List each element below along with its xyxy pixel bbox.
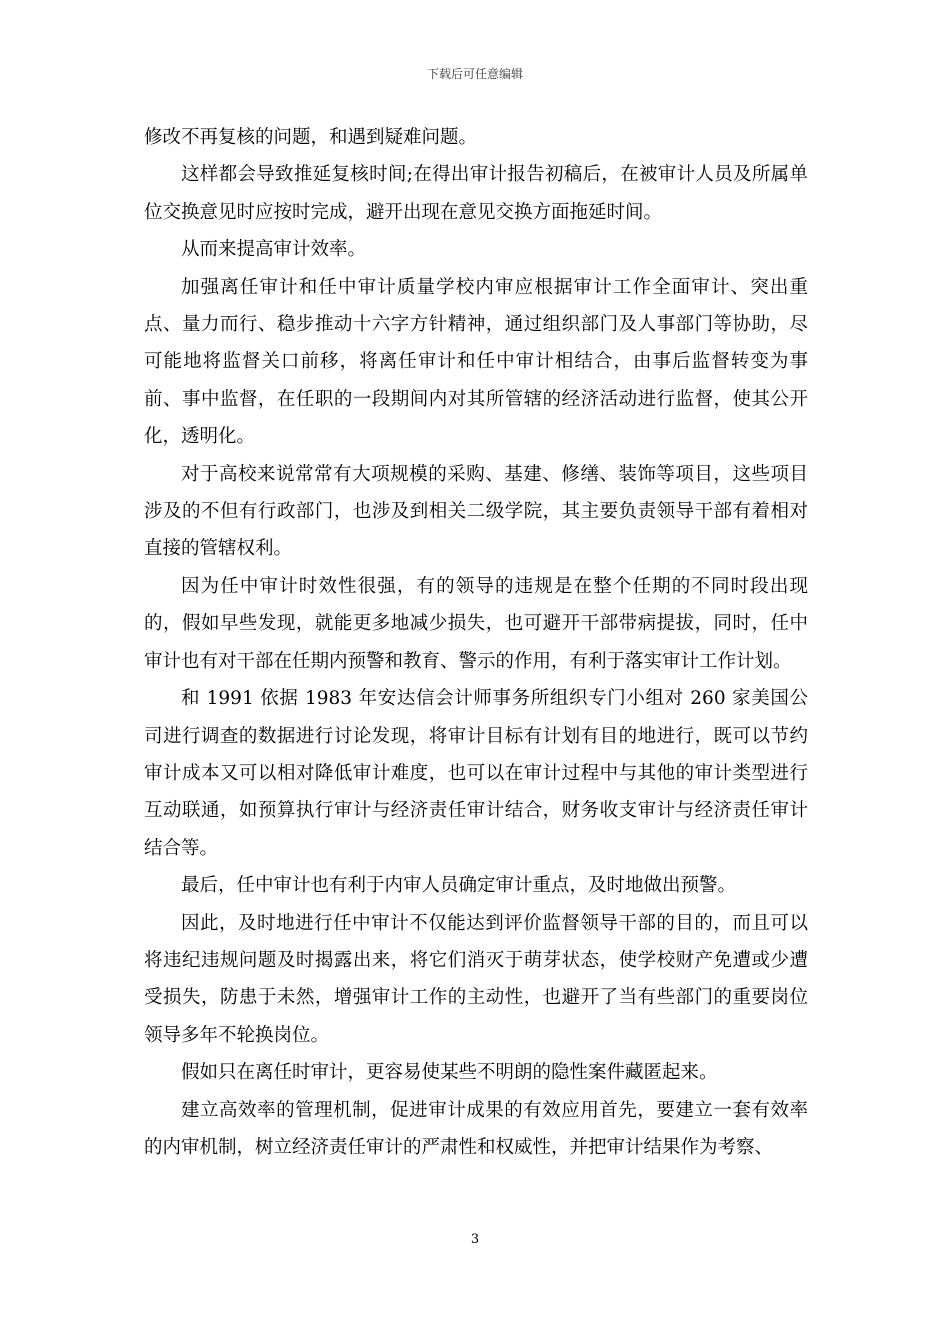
paragraph: 最后，任中审计也有利于内审人员确定审计重点，及时地做出预警。: [181, 875, 737, 897]
paragraph: 从而来提高审计效率。: [181, 239, 367, 261]
paragraph: 和 1991 依据 1983 年安达信会计师事务所组织专门小组对 260 家美国公司进行调查的数据进行讨论发现，将审计目标有计划有目的地进行，既可以节约审计成本又可以相对降低审计难度，也可以在审计过程中与其他的审计类型进行互动联通，如预算执行审计与经济责任审计结合，财务收支审计与经济责任审计结合等。: [144, 688, 808, 859]
page-header-note: 下载后可任意编辑: [426, 67, 523, 81]
page-number: 3: [470, 1232, 480, 1247]
paragraph: 因为任中审计时效性很强，有的领导的违规是在整个任期的不同时段出现的，假如早些发现，就能更多地减少损失，也可避开干部带病提拔，同时，任中审计也有对干部在任期内预警和教育、警示的作用，有利于落实审计工作计划。: [144, 575, 808, 672]
paragraph: 这样都会导致推延复核时间;在得出审计报告初稿后，在被审计人员及所属单位交换意见时应按时完成，避开出现在意见交换方面拖延时间。: [144, 164, 808, 223]
paragraph: 对于高校来说常常有大项规模的采购、基建、修缮、装饰等项目，这些项目涉及的不但有行政部门，也涉及到相关二级学院，其主要负责领导干部有着相对直接的管辖权利。: [144, 463, 808, 560]
paragraph: 加强离任审计和任中审计质量学校内审应根据审计工作全面审计、突出重点、量力而行、稳步推动十六字方针精神，通过组织部门及人事部门等协助，尽可能地将监督关口前移，将离任审计和任中审计相结合，由事后监督转变为事前、事中监督，在任职的一段期间内对其所管辖的经济活动进行监督，使其公开化，透明化。: [144, 276, 808, 448]
paragraph-continuation: 修改不再复核的问题，和遇到疑难问题。: [144, 127, 478, 148]
paragraph: 建立高效率的管理机制，促进审计成果的有效应用首先，要建立一套有效率的内审机制，树立经济责任审计的严肃性和权威性，并把审计结果作为考察、: [144, 1099, 808, 1158]
document-body: [144, 119, 808, 1166]
paragraph: 因此，及时地进行任中审计不仅能达到评价监督领导干部的目的，而且可以将违纪违规问题及时揭露出来，将它们消灭于萌芽状态，使学校财产免遭或少遭受损失，防患于未然，增强审计工作的主动性，也避开了当有些部门的重要岗位领导多年不轮换岗位。: [144, 912, 808, 1046]
paragraph: 假如只在离任时审计，更容易使某些不明朗的隐性案件藏匿起来。: [181, 1062, 718, 1084]
